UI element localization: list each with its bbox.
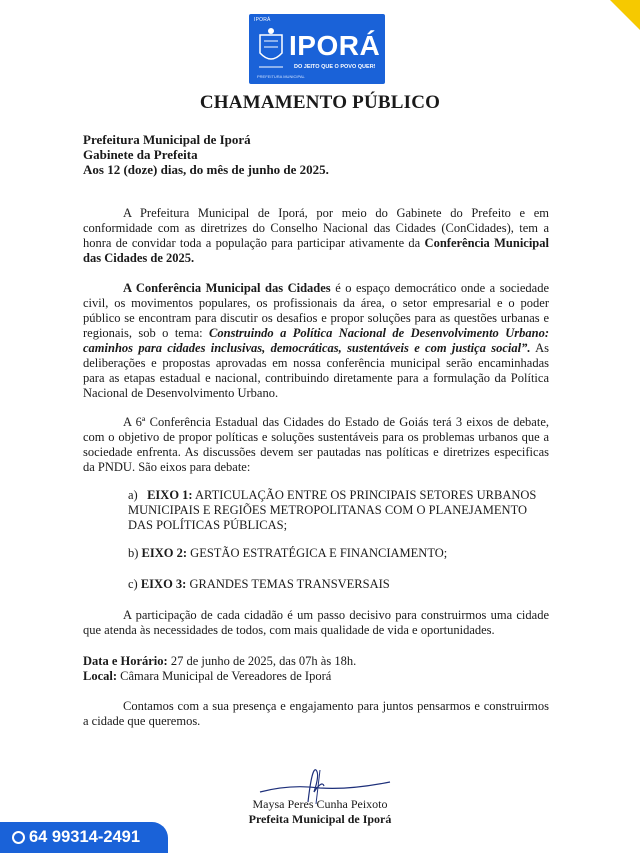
phone-number: 64 99314-2491 — [29, 828, 141, 846]
conference-name: Conferência Municipal das Cidades de 2025. — [83, 236, 549, 265]
footer-phone[interactable] — [0, 822, 168, 853]
paragraph-state-conference: A 6ª Conferência Estadual das Cidades do Estado de Goiás terá 3 eixos de debate, com o objetivo de propor políticas e soluções sustentáveis para os problemas urbanos que a sociedade enfrenta. As discussões devem ser pautadas nas políticas e diretrizes especificas da PNDU. São eixos para debate: — [83, 415, 549, 474]
coat-of-arms-icon — [257, 23, 285, 73]
axis-item-2: b) EIXO 2: GESTÃO ESTRATÉGICA E FINANCIAMENTO; — [128, 546, 448, 560]
logo-emblem-text: IPORÁ — [254, 17, 271, 23]
header-line-2: Gabinete da Prefeita — [83, 147, 198, 162]
paragraph-participation: A participação de cada cidadão é um passo decisivo para construirmos uma cidade que atenda às necessidades de todos, com mais qualidade de vida e oportunidades. — [83, 608, 549, 637]
axis-item-3: c) EIXO 3: GRANDES TEMAS TRANSVERSAIS — [128, 577, 390, 591]
header-line-1: Prefeitura Municipal de Iporá — [83, 132, 251, 147]
event-date: Data e Horário: 27 de junho de 2025, das 07h às 18h. — [83, 654, 357, 668]
axis-item-1: a) EIXO 1: ARTICULAÇÃO ENTRE OS PRINCIPAIS SETORES URBANOS MUNICIPAIS E REGIÕES METROPOLITANAS COM O PLANEJAMENTO DAS POLÍTICAS PÚBLICAS; — [128, 488, 537, 532]
signer-name: Maysa Peres Cunha Peixoto — [252, 797, 388, 811]
document-title: CHAMAMENTO PÚBLICO — [199, 92, 441, 113]
iporá-logo — [249, 14, 385, 84]
paragraph-invitation: A Prefeitura Municipal de Iporá, por meio do Gabinete do Prefeito e em conformidade com as diretrizes do Conselho Nacional das Cidades (ConCidades), tem a honra de convidar toda a população para participar ativamente da Conferência Municipal das Cidades de 2025. — [83, 206, 549, 265]
event-info — [83, 654, 356, 684]
header-line-3: Aos 12 (doze) dias, do mês de junho de 2025. — [83, 162, 329, 177]
conference-theme: Construindo a Política Nacional de Desenvolvimento Urbano: caminhos para cidades inclusivas, democráticas, sustentáveis e com justiça social”. — [83, 326, 549, 355]
logo-slogan: DO JEITO QUE O POVO QUER! — [294, 64, 376, 70]
paragraph-conference: A Conferência Municipal das Cidades é o espaço democrático onde a sociedade civil, os movimentos populares, os profissionais da área, o setor empresarial e o poder público se encontram para discutir os desafios e propor soluções para as questões urbanas e regionais, sob o tema: Construindo a Política Nacional de Desenvolvimento Urbano: caminhos para cidades inclusivas, democráticas, sustentáveis e com justiça social”. As deliberações e propostas aprovadas em nossa conferência municipal serão encaminhadas para as etapas estadual e nacional, contribuindo diretamente para a formulação da Política Nacional de Desenvolvimento Urbano. — [83, 281, 550, 400]
event-local: Local: Câmara Municipal de Vereadores de Iporá — [83, 669, 332, 683]
signer-role: Prefeita Municipal de Iporá — [248, 812, 392, 826]
logo-brand: IPORÁ — [289, 30, 381, 61]
whatsapp-icon — [12, 831, 25, 844]
logo-sub: PREFEITURA MUNICIPAL — [257, 74, 305, 79]
paragraph-closing: Contamos com a sua presença e engajamento para juntos pensarmos e construirmos a cidade que queremos. — [83, 699, 549, 728]
document-header — [83, 132, 329, 177]
corner-decoration — [610, 0, 640, 30]
